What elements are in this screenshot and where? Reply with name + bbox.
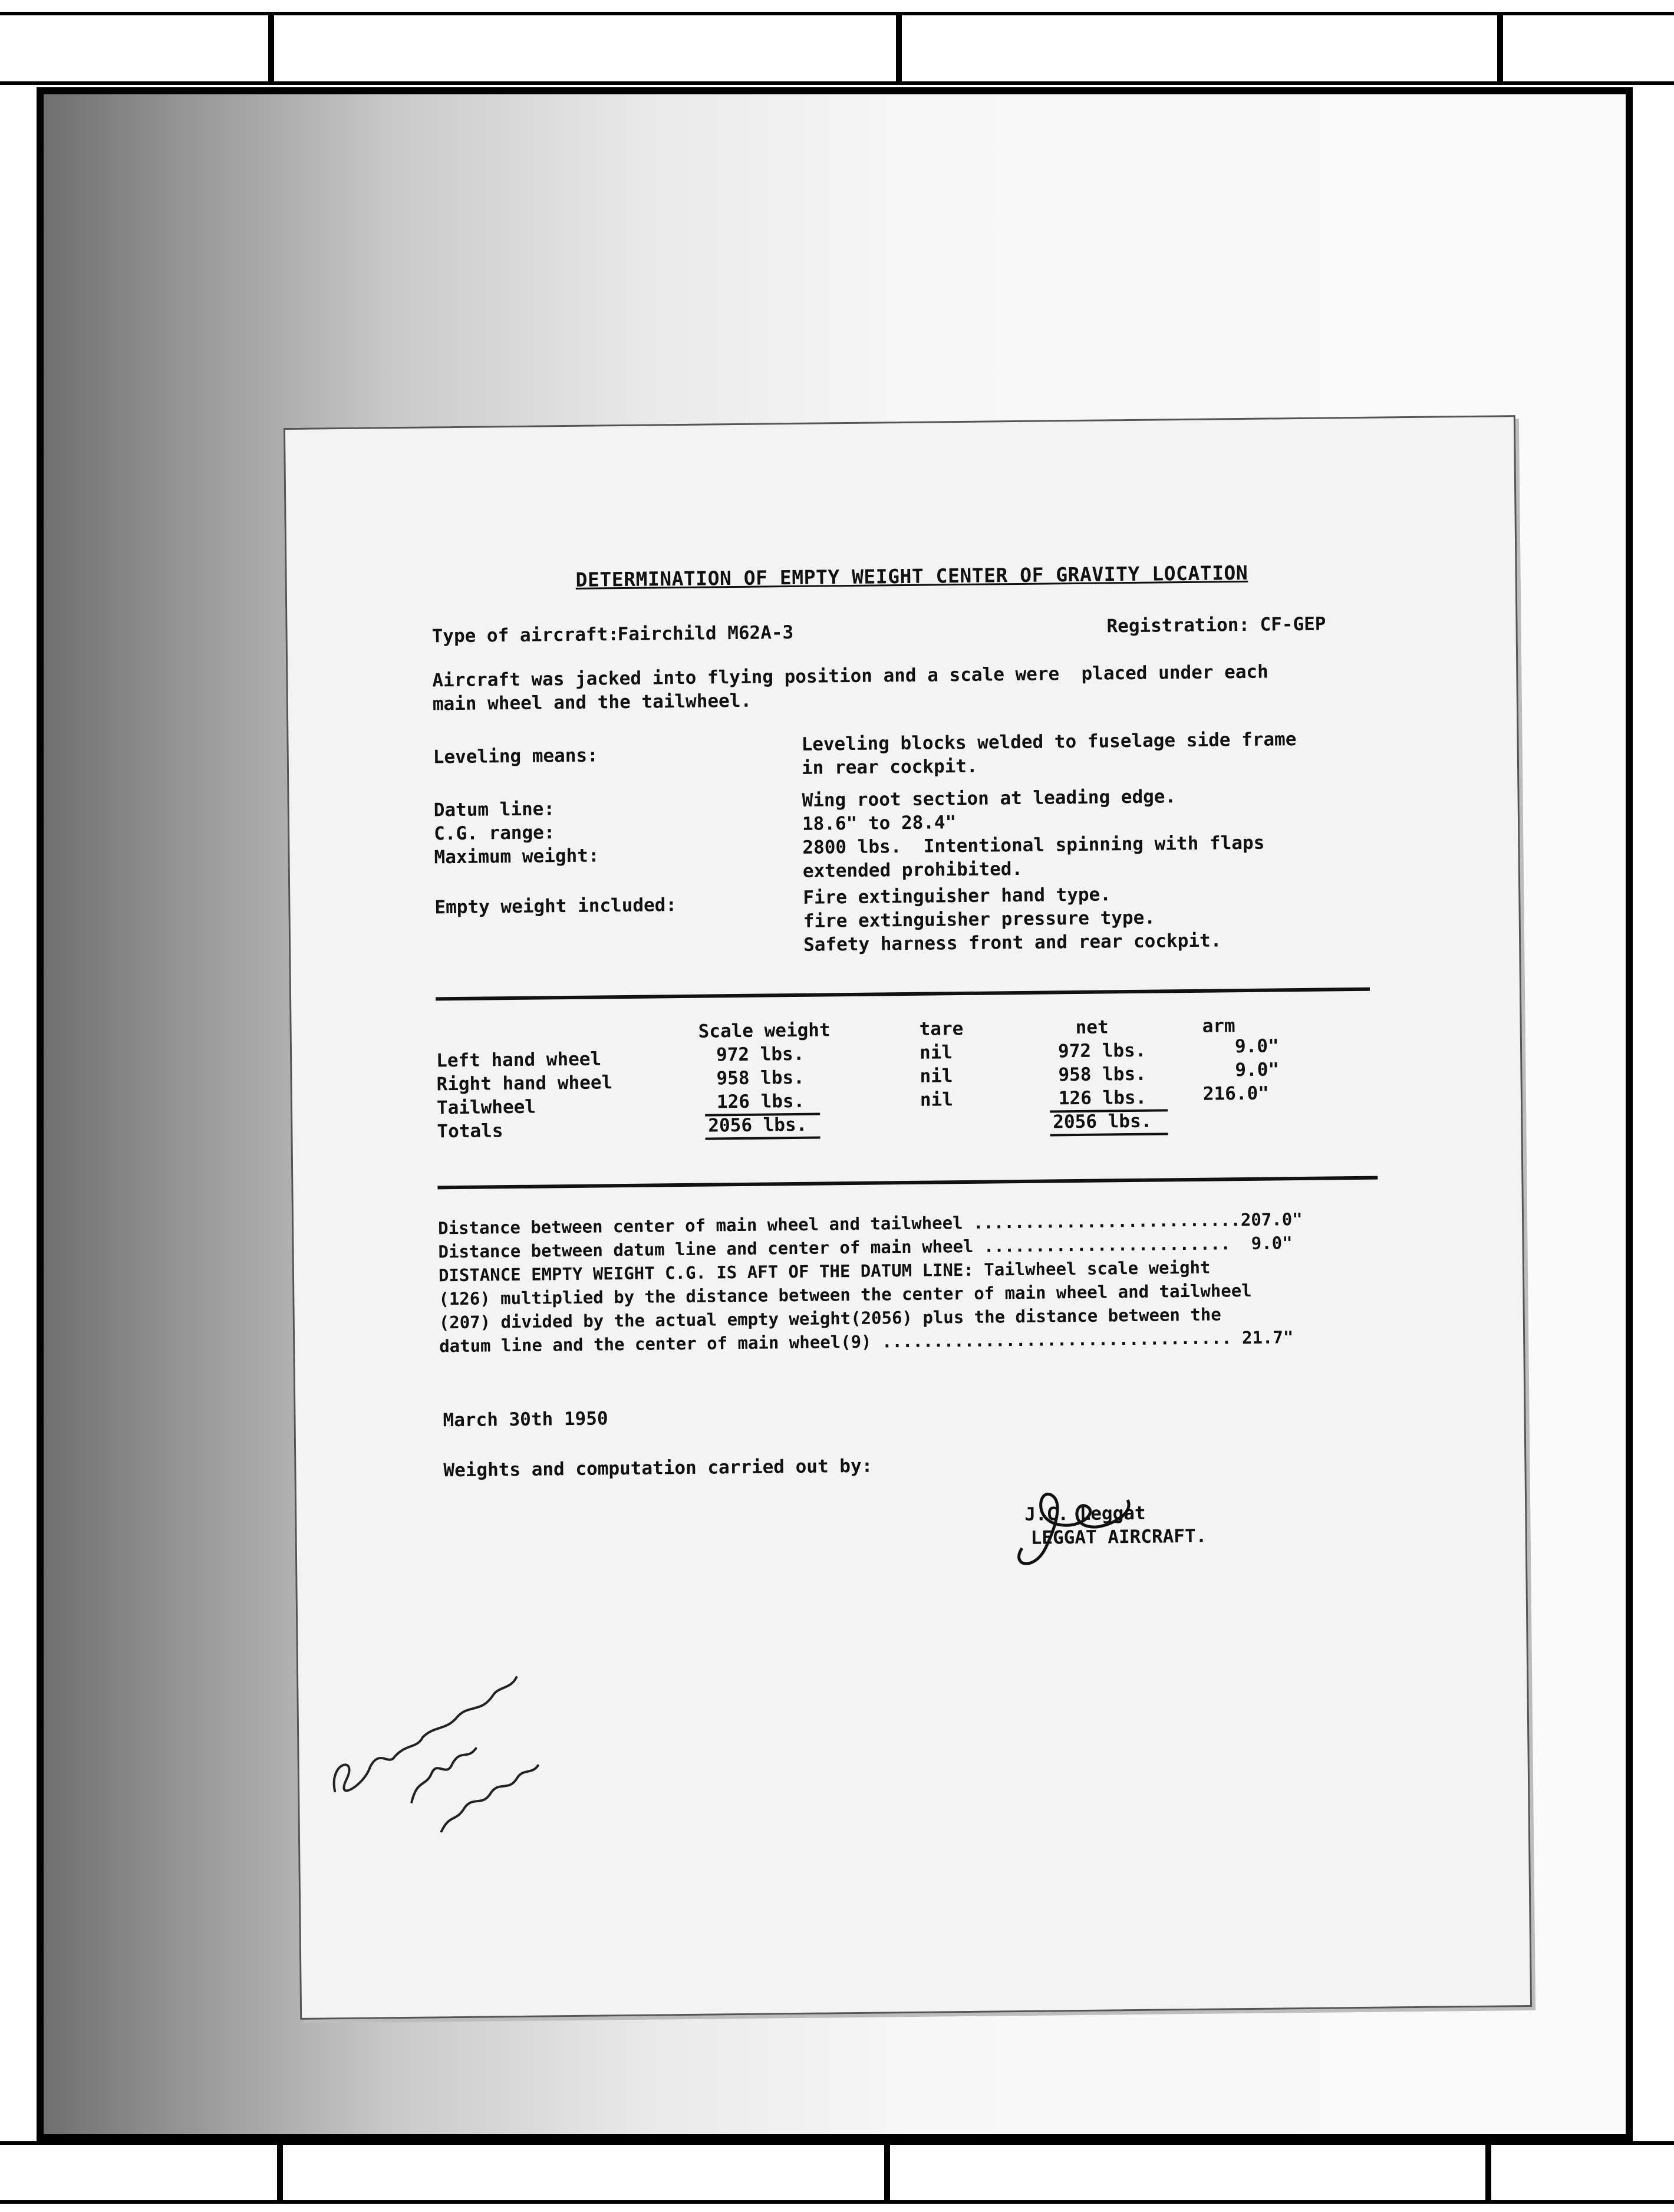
film-line xyxy=(0,2200,1674,2204)
table-cell: nil xyxy=(920,1089,954,1111)
spec-value: Leveling blocks welded to fuselage side frame xyxy=(801,729,1297,755)
signatory-name: J.C. Leggat xyxy=(1024,1502,1146,1525)
film-tick xyxy=(884,2141,890,2204)
spec-label-leveling: Leveling means: xyxy=(433,745,598,768)
spec-value: Safety harness front and rear cockpit. xyxy=(803,930,1222,956)
divider-line xyxy=(437,1176,1378,1190)
film-tick xyxy=(896,12,902,85)
calc-line: (207) divided by the actual empty weight(2056) plus the distance between the xyxy=(439,1304,1221,1333)
table-cell: Left hand wheel xyxy=(436,1048,602,1072)
calc-line: Distance between datum line and center of main wheel ........................ 9.0" xyxy=(438,1233,1293,1262)
total-underline xyxy=(706,1137,820,1140)
table-header: arm xyxy=(1202,1015,1235,1037)
table-cell: nil xyxy=(920,1065,953,1087)
table-cell: Tailwheel xyxy=(436,1096,536,1119)
spec-value: fire extinguisher pressure type. xyxy=(803,907,1156,932)
spec-value: 2800 lbs. Intentional spinning with flaps xyxy=(802,832,1265,858)
total-underline xyxy=(1050,1133,1168,1136)
table-cell: 216.0" xyxy=(1202,1082,1270,1105)
table-cell: 972 lbs. xyxy=(1057,1039,1146,1062)
table-cell: 958 lbs. xyxy=(716,1066,805,1089)
table-cell: 126 lbs. xyxy=(1058,1087,1147,1110)
table-cell: Right hand wheel xyxy=(436,1072,613,1095)
spec-label-max-weight: Maximum weight: xyxy=(434,845,599,868)
film-border-top xyxy=(0,0,1674,87)
spec-value: in rear cockpit. xyxy=(801,755,978,779)
table-cell: 2056 lbs. xyxy=(1053,1110,1152,1133)
film-border-bottom xyxy=(0,2141,1674,2212)
spec-value: extended prohibited. xyxy=(802,858,1023,882)
table-cell: 972 lbs. xyxy=(716,1043,805,1066)
table-cell: 9.0" xyxy=(1235,1059,1280,1081)
spec-label-cg-range: C.G. range: xyxy=(433,822,555,845)
handwritten-approval xyxy=(322,1659,559,1838)
table-header: net xyxy=(1075,1016,1109,1039)
film-line xyxy=(0,2141,1674,2145)
spec-value: Fire extinguisher hand type. xyxy=(803,884,1112,908)
table-cell: 2056 lbs. xyxy=(708,1114,808,1137)
divider-line xyxy=(436,988,1370,1001)
spec-value: 18.6" to 28.4" xyxy=(802,812,957,835)
aircraft-type-label: Type of aircraft: xyxy=(431,624,619,647)
spec-value: Wing root section at leading edge. xyxy=(802,786,1177,811)
document-title: DETERMINATION OF EMPTY WEIGHT CENTER OF GRAVITY LOCATION xyxy=(575,561,1248,591)
table-cell: 9.0" xyxy=(1234,1035,1279,1058)
table-cell: Totals xyxy=(437,1120,503,1143)
film-tick xyxy=(277,2141,283,2204)
document-date: March 30th 1950 xyxy=(443,1408,608,1431)
calc-line: (126) multiplied by the distance between the center of main wheel and tailwheel xyxy=(439,1280,1252,1309)
document-page xyxy=(284,415,1532,2020)
calc-line: Distance between center of main wheel and tailwheel ..........................207.0" xyxy=(437,1209,1303,1239)
registration-label: Registration: xyxy=(1106,614,1250,637)
carried-out-by: Weights and computation carried out by: xyxy=(443,1455,873,1482)
registration-value: CF-GEP xyxy=(1260,613,1326,636)
film-line xyxy=(0,81,1674,85)
table-header: Scale weight xyxy=(698,1019,831,1042)
film-tick xyxy=(268,12,274,85)
calc-line: datum line and the center of main wheel(9) .................................. 21.7" xyxy=(439,1327,1294,1357)
document-content xyxy=(285,417,1530,2018)
intro-line: main wheel and the tailwheel. xyxy=(432,690,752,715)
film-tick xyxy=(1485,2141,1491,2204)
table-cell: 958 lbs. xyxy=(1058,1063,1146,1086)
film-line xyxy=(0,12,1674,15)
table-cell: 126 lbs. xyxy=(716,1090,805,1113)
table-cell: nil xyxy=(919,1042,953,1064)
table-header: tare xyxy=(919,1018,964,1040)
film-tick xyxy=(1497,12,1503,85)
spec-label-datum: Datum line: xyxy=(433,798,555,821)
spec-label-empty-weight: Empty weight included: xyxy=(434,894,677,919)
aircraft-type-value: Fairchild M62A-3 xyxy=(617,621,794,646)
intro-line: Aircraft was jacked into flying position and a scale were placed under each xyxy=(432,661,1268,692)
signatory-company: LEGGAT AIRCRAFT. xyxy=(1030,1525,1207,1549)
calc-line: DISTANCE EMPTY WEIGHT C.G. IS AFT OF THE DATUM LINE: Tailwheel scale weight xyxy=(438,1257,1211,1286)
